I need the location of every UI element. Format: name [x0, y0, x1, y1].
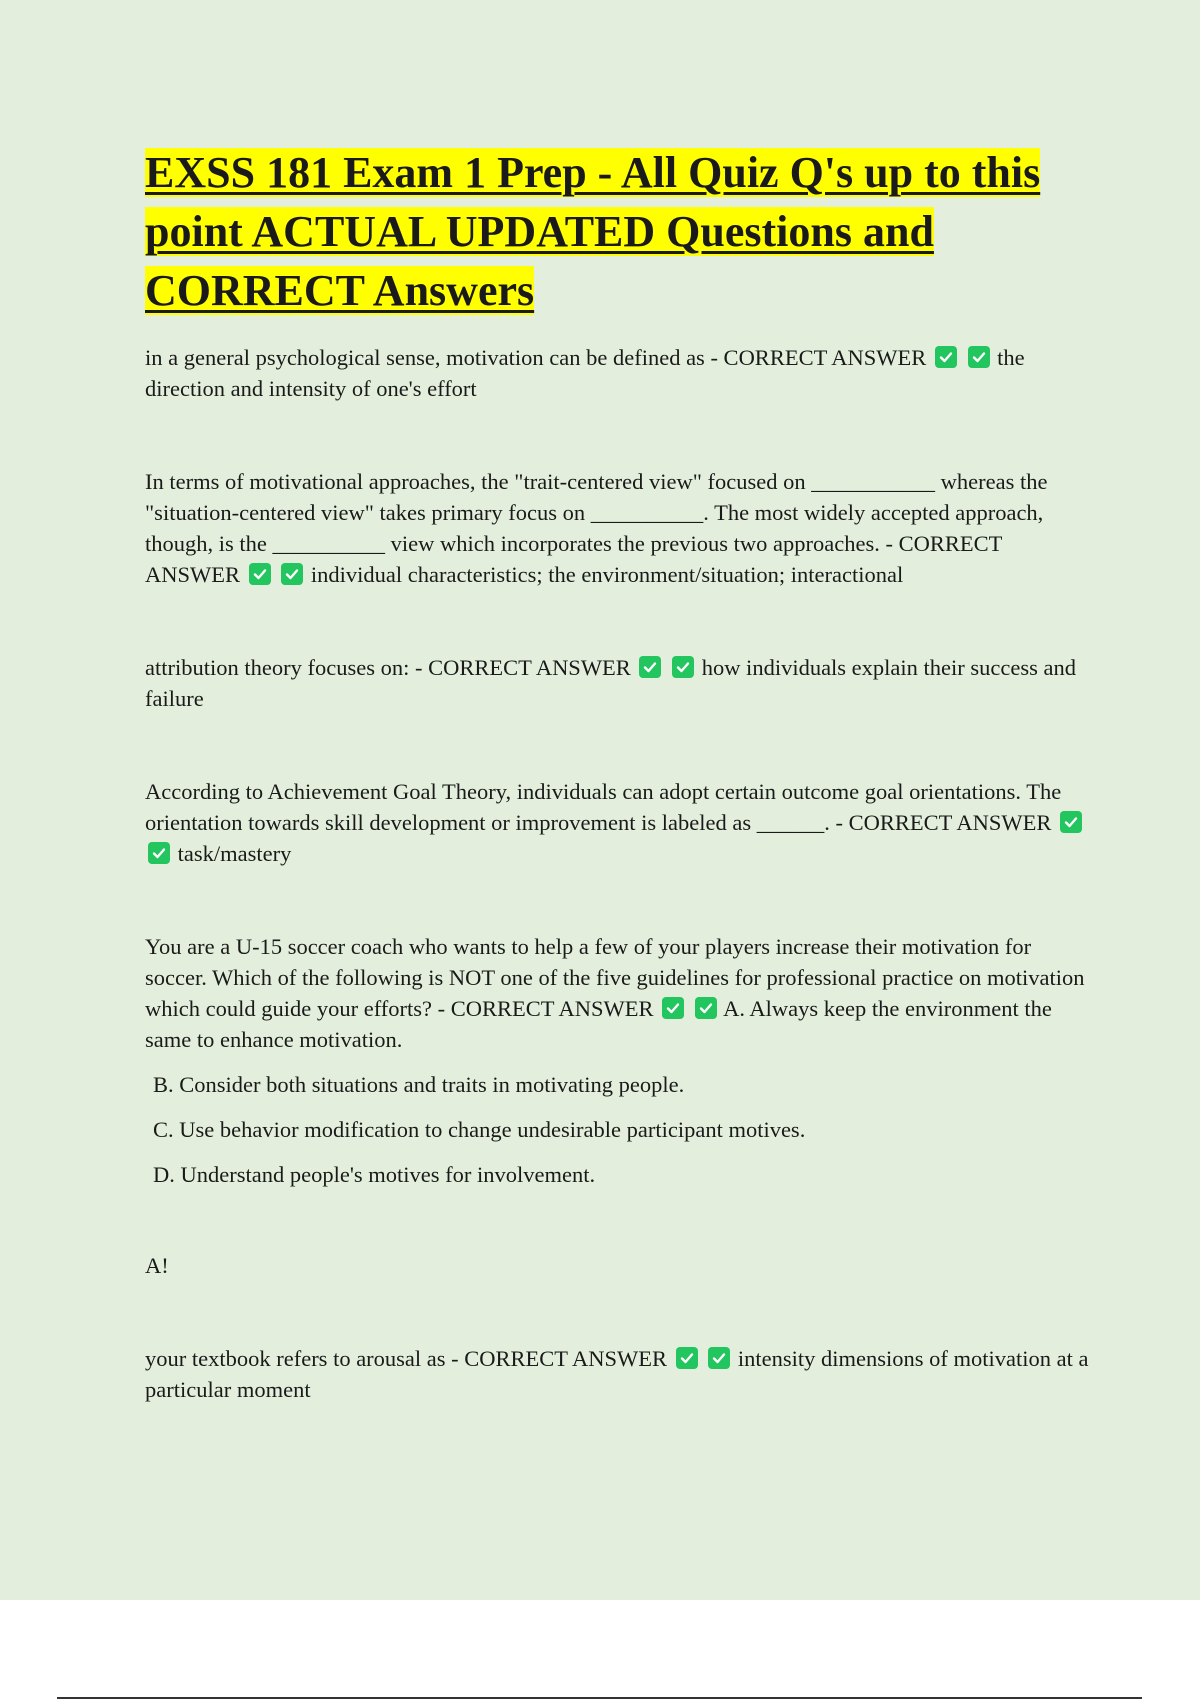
answer-text: intensity dimensions of motivation at a particular moment — [145, 1346, 1089, 1402]
check-box-icon — [249, 563, 271, 585]
check-box-icon — [639, 656, 661, 678]
answer-marker: - CORRECT ANSWER — [835, 810, 1052, 835]
item-spacer — [145, 404, 1095, 466]
answer-text: A. Always keep the environment the same to enhance motivation. — [145, 996, 1052, 1052]
check-box-icon — [708, 1347, 730, 1369]
qa-item — [145, 931, 1095, 1281]
check-box-icon — [662, 997, 684, 1019]
answer-marker: - CORRECT ANSWER — [437, 996, 654, 1021]
option-list — [145, 1069, 1095, 1190]
item-spacer — [145, 1281, 1095, 1343]
question-text: You are a U-15 soccer coach who wants to help a few of your players increase their motivation for soccer. Which of the following is NOT one of the five guidelines for professional practice on motivation which could guide your efforts? — [145, 934, 1085, 1021]
document-content — [145, 143, 1095, 1405]
qa-text — [145, 776, 1095, 869]
item-spacer — [145, 590, 1095, 652]
qa-item — [145, 1343, 1095, 1405]
check-box-icon — [676, 1347, 698, 1369]
question-text: your textbook refers to arousal as — [145, 1346, 452, 1371]
check-box-icon — [935, 346, 957, 368]
title-text: EXSS 181 Exam 1 Prep - All Quiz Q's up to this point ACTUAL UPDATED Questions and CORRECT Answers — [145, 148, 1041, 315]
qa-item — [145, 342, 1095, 404]
answer-text: individual characteristics; the environment/situation; interactional — [310, 562, 904, 587]
check-box-icon — [148, 842, 170, 864]
answer-text: task/mastery — [177, 841, 292, 866]
qa-text — [145, 1343, 1095, 1405]
option-item: B. Consider both situations and traits in motivating people. — [153, 1072, 685, 1097]
item-spacer — [145, 714, 1095, 776]
answer-text: the direction and intensity of one's effort — [145, 345, 1025, 401]
answer-marker: - CORRECT ANSWER — [451, 1346, 668, 1371]
check-box-icon — [1060, 811, 1082, 833]
qa-item — [145, 652, 1095, 714]
footer-divider — [57, 1697, 1142, 1699]
qa-item — [145, 466, 1095, 590]
question-text: attribution theory focuses on: — [145, 655, 415, 680]
check-box-icon — [672, 656, 694, 678]
qa-text — [145, 931, 1095, 1055]
item-spacer — [145, 869, 1095, 931]
answer-marker: - CORRECT ANSWER — [414, 655, 631, 680]
question-text: According to Achievement Goal Theory, individuals can adopt certain outcome goal orientations. The orientation towards skill development or improvement is labeled as ______. — [145, 779, 1062, 835]
qa-list — [145, 342, 1095, 1405]
final-answer: A! — [145, 1253, 169, 1278]
question-text: In terms of motivational approaches, the "trait-centered view" focused on ___________ whereas the "situation-centered view" takes primary focus on __________. The most widely accepted approach, though, is the __________ view which incorporates the previous two approaches. — [145, 469, 1048, 556]
answer-marker: - CORRECT ANSWER — [710, 345, 927, 370]
check-box-icon — [281, 563, 303, 585]
qa-text — [145, 652, 1095, 714]
option-item: D. Understand people's motives for involvement. — [153, 1162, 596, 1187]
answer-text: how individuals explain their success and failure — [145, 655, 1076, 711]
answer-marker: - CORRECT ANSWER — [145, 531, 1002, 587]
qa-item — [145, 776, 1095, 869]
qa-text — [145, 342, 1095, 404]
question-text: in a general psychological sense, motivation can be defined as — [145, 345, 711, 370]
document-title — [145, 143, 1095, 320]
check-box-icon — [695, 997, 717, 1019]
option-item: C. Use behavior modification to change undesirable participant motives. — [153, 1117, 806, 1142]
check-box-icon — [968, 346, 990, 368]
qa-text — [145, 466, 1095, 590]
